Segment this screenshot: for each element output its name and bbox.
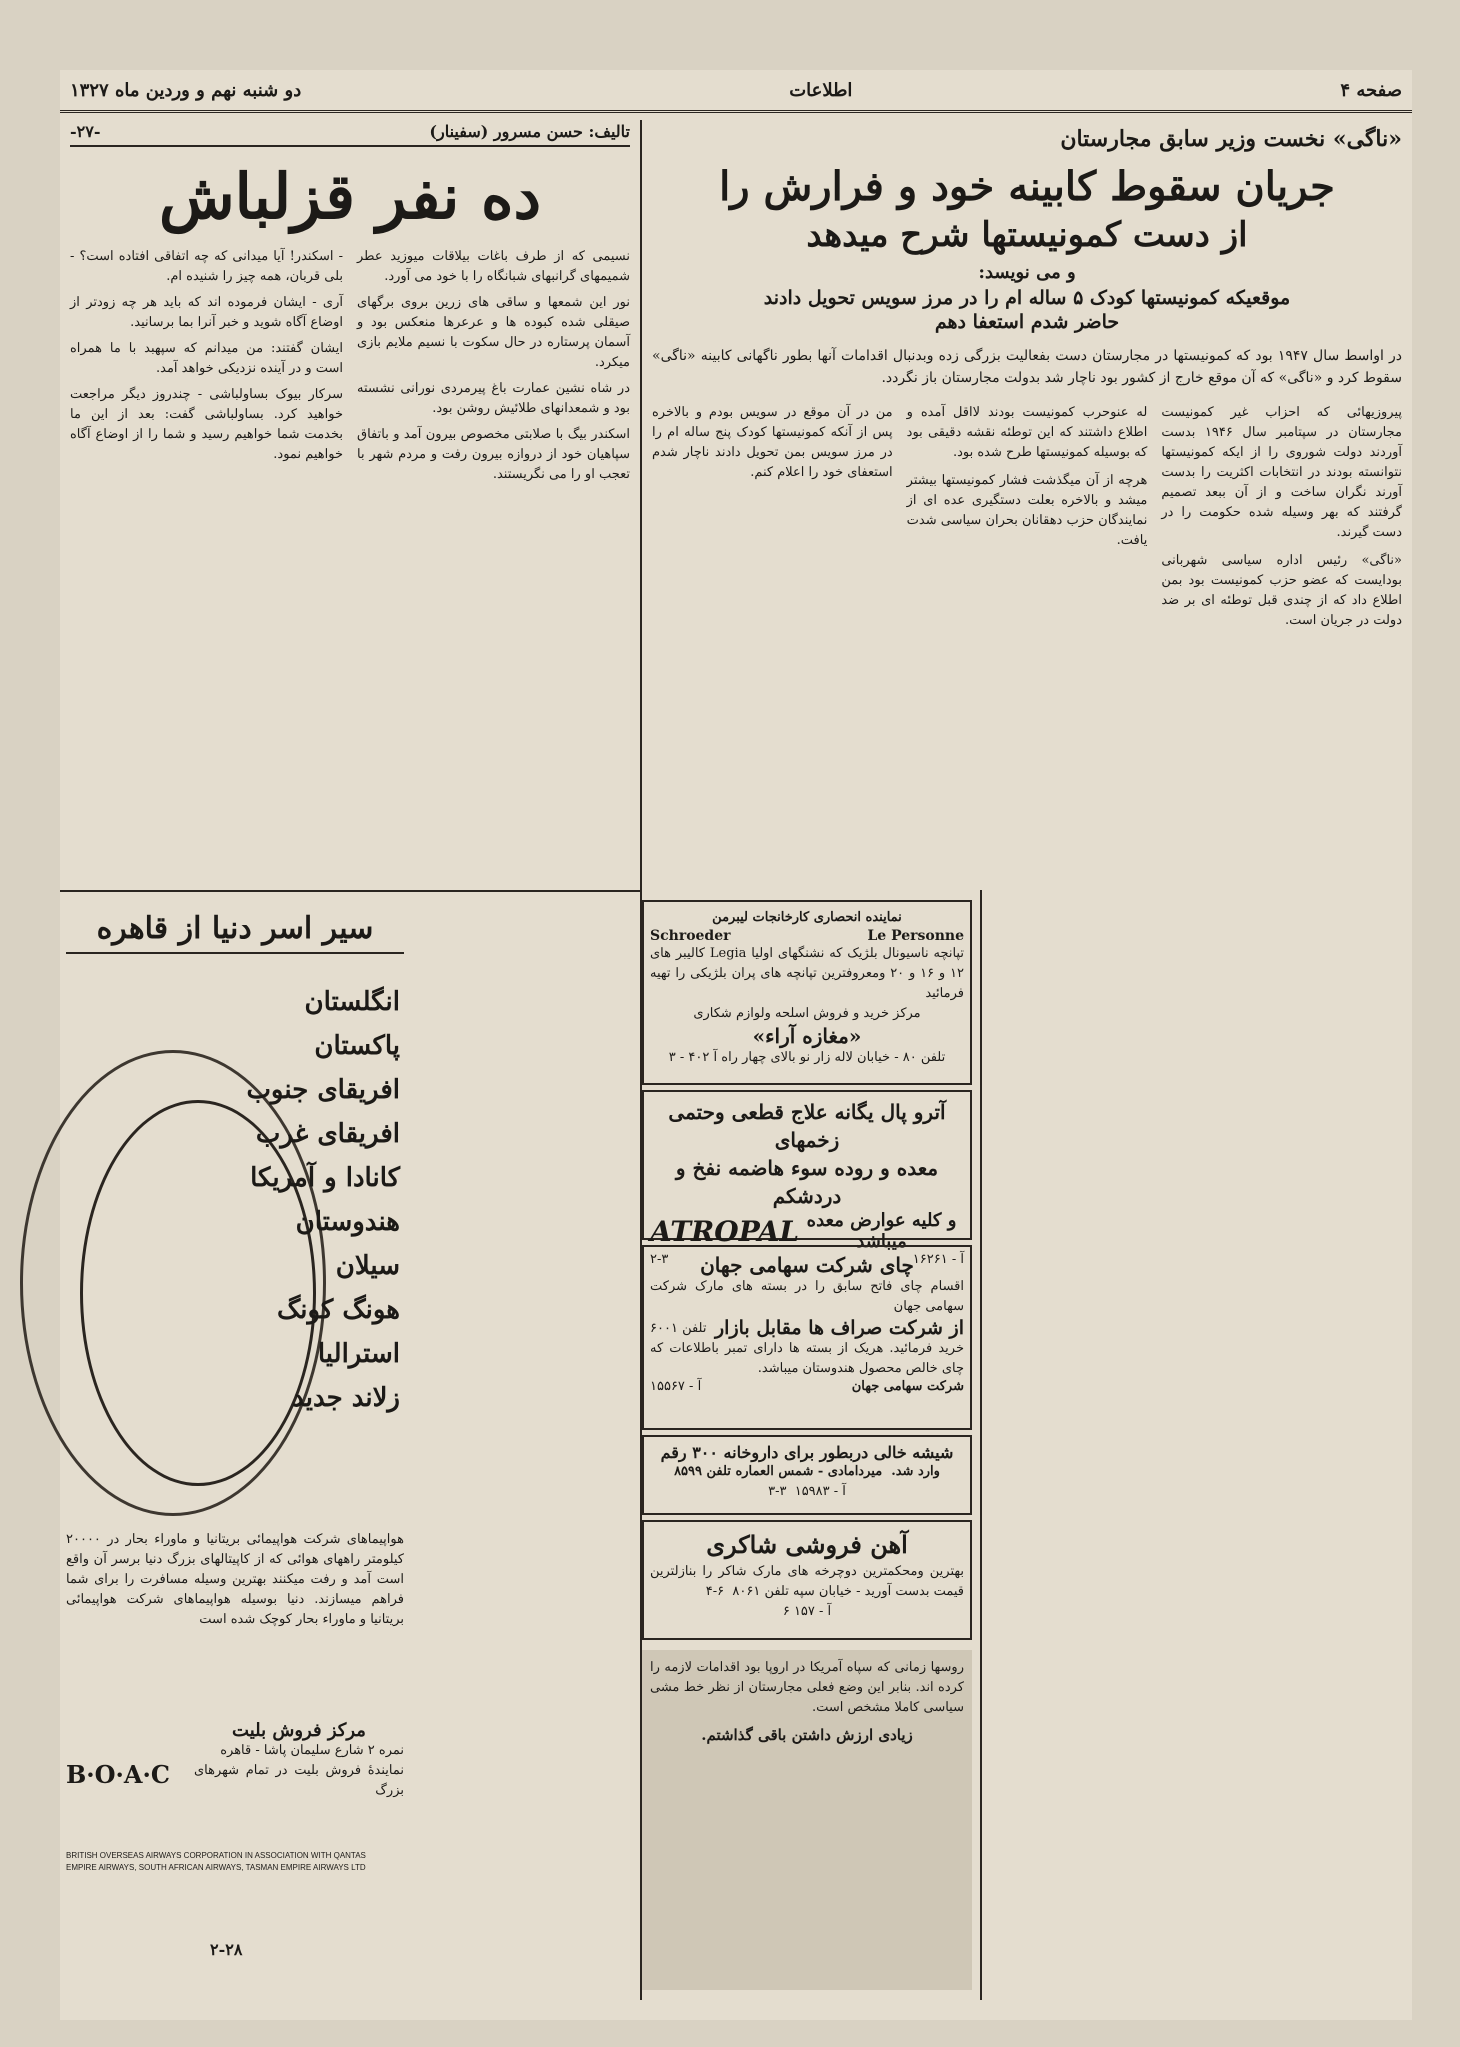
article-headline-2: از دست کمونیستها شرح میدهد xyxy=(806,215,1248,255)
page-header xyxy=(60,70,1412,113)
ad-title: شیشه خالی دربطور برای داروخانه ۳۰۰ رقم xyxy=(660,1443,954,1462)
article-intro: در اواسط سال ۱۹۴۷ بود که کمونیستها در مجارستان دست بفعالیت بزرگی زده وبدنبال اقدامات آنها بطور ناگهانی کابینه «ناگی» سقوط کرد و «ناگی» که آن موقع خارج از کشور بود ناچار شد بدولت مجارستان باز نگردد. xyxy=(647,348,1402,386)
paper-name: اطلاعات xyxy=(789,79,853,101)
fragment-paragraph: روسها زمانی که سپاه آمریکا در اروپا بود اقدامات لازمه را کرده اند. بنابر این وضع فعلی مجارستان از نظر خط مشی سیاسی کاملا مشخص است. xyxy=(645,1660,964,1715)
ad-highlight: از شرکت صراف ها مقابل بازار xyxy=(715,1317,964,1339)
page-number: صفحه ۴ xyxy=(1340,79,1402,101)
ad-code: آ - ۱۶۲۶۱ xyxy=(912,1252,964,1267)
ad-line: تپانچه ناسیونال بلژیک که نشنگهای اولیا Legia کالیبر های ۱۲ و ۱۶ و ۲۰ ومعروفترین تپانچه های پران بلژیکی را تهیه فرمائید xyxy=(645,946,964,1001)
ad-line: اقسام چای فاتح سابق را در بسته های مارک شرکت سهامی جهان xyxy=(645,1279,964,1314)
boac-office-title: مرکز فروش بلیت xyxy=(232,1720,366,1741)
ad-glass xyxy=(642,1435,972,1515)
ad-shop-name: «مغازه آراء» xyxy=(752,1024,862,1048)
article-paragraph: هرچه از آن میگذشت فشار کمونیستها بیشتر میشد و بالاخره بعلت دستگیری عده ای از نمایندگان حزب دهقانان بحران سیاسی شدت یافت. xyxy=(902,473,1148,548)
article-headline: جریان سقوط کابینه خود و فرارش را xyxy=(719,163,1335,210)
ad-title: آهن فروشی شاکری xyxy=(706,1530,908,1559)
destination-item: افریقای جنوب xyxy=(246,1075,400,1105)
ad-tea xyxy=(642,1245,972,1430)
ad-company: شرکت سهامی جهان xyxy=(851,1379,964,1394)
article-subhead-2: موقعیکه کمونیستها کودک ۵ ساله ام را در مرز سویس تحویل دادند xyxy=(763,287,1291,309)
story-paragraph: اسکندر بیگ با صلابتی مخصوص بیرون آمد و باتفاق سپاهیان خود از دروازه بیرون رفت و مردم شهر با تعجب او را می نگریستند. xyxy=(352,427,630,482)
ad-brand: Le Personne xyxy=(867,928,964,944)
story-author: تالیف: حسن مسرور (سفینار) xyxy=(429,122,630,141)
story-paragraph: نسیمی که از طرف باغات بیلاقات میوزید عطر شمیمهای گرانبهای شبانگاه را با خود می آورد. xyxy=(352,249,630,284)
boac-headline: سیر اسر دنیا از قاهره xyxy=(66,906,404,954)
boac-body: هواپیماهای شرکت هواپیمائی بریتانیا و ماوراء بحار در ۲۰۰۰۰ کیلومتر راههای هوائی که از کاپیتالهای بزرگ دنیا برسر آن واقع است آمد و رفت میکنند بهترین وسیله مسافرت را برای شما فراهم میسازند. دنیا بوسیله هواپیماهای شرکت هواپیمائی بریتانیا و ماوراء بحار کوچک شده است xyxy=(61,1532,404,1627)
ad-code: ۲-۳ xyxy=(650,1252,669,1267)
boac-footer: EMPIRE AIRWAYS, SOUTH AFRICAN AIRWAYS, TASMAN EMPIRE AIRWAYS LTD xyxy=(66,1863,366,1872)
article-paragraph: له عنوحرب کمونیست بودند لااقل آمده و اطلاع داشتند که این توطئه نقشه دقیقی بود که بوسیله کمونیستها طرح شده بود. xyxy=(902,405,1148,460)
ad-title: چای شرکت سهامی جهان xyxy=(700,1253,914,1277)
ad-line: وارد شد. میردامادی - شمس العماره تلفن ۸۵۹۹ xyxy=(674,1464,940,1479)
destination-item: کانادا و آمریکا xyxy=(250,1163,400,1193)
boac-office-address: نمره ۲ شارع سلیمان پاشا - قاهره xyxy=(220,1743,404,1758)
newspaper-page xyxy=(60,70,1412,2020)
ad-phone: تلفن ۶۰۰۱ xyxy=(650,1320,707,1336)
ad-boac xyxy=(60,900,410,1990)
ad-line: مرکز خرید و فروش اسلحه ولوازم شکاری xyxy=(693,1006,921,1021)
section-rule xyxy=(60,890,642,892)
article-paragraph: پیروزیهائی که احزاب غیر کمونیست مجارستان در سپتامبر سال ۱۹۴۶ بدست آوردند دولت شوروی را از ایکه کمونیستها نتوانسته بودند در انتخابات اکثریت را بدست آورند نگران ساخت و از آن ببعد تصمیم گرفتند که بهر وسیله شده حکومت را در دست گیرند. xyxy=(1157,405,1402,540)
ad-schroeder xyxy=(642,900,972,1085)
ad-line: خرید فرمائید. هریک از بسته ها دارای تمبر باطلاعات که چای خالص محصول هندوستان میباشد. xyxy=(645,1341,964,1376)
story-serial-number: -۲۷- xyxy=(70,122,101,141)
story-paragraph: نور این شمعها و ساقی های زرین بروی برگهای صیقلی شده کبوده ها و عرعرها منعکس بود و آسمان پرستاره در حال سکوت با نسیم ملایم بازی میکرد. xyxy=(352,295,630,370)
destination-item: پاکستان xyxy=(314,1031,400,1061)
ad-code: آ - ۱۵۵۶۷ xyxy=(650,1379,702,1394)
story-paragraph: سرکار بیوک بساولباشی - چندروز دیگر مراجعت خواهید کرد. بساولباشی گفت: بعد از این ما بخدمت شما خواهیم رسید و شما را از اوضاع آگاه خواهیم نمود. xyxy=(65,387,343,462)
ad-headline: معده و روده سوء هاضمه نفخ و دردشکم xyxy=(675,1156,939,1208)
boac-office-address-2: نمایندهٔ فروش بلیت در تمام شهرهای بزرگ xyxy=(189,1763,404,1798)
serial-story xyxy=(65,118,630,888)
article-subhead: و می نویسد: xyxy=(978,262,1076,283)
article-kicker: «ناگی» نخست وزیر سابق مجارستان xyxy=(1060,126,1402,152)
boac-footer: BRITISH OVERSEAS AIRWAYS CORPORATION IN ASSOCIATION WITH QANTAS xyxy=(66,1851,366,1860)
boac-destinations xyxy=(180,980,400,1420)
destination-item: هندوستان xyxy=(295,1207,400,1237)
article-paragraph: من در آن موقع در سویس بودم و بالاخره پس از آنکه کمونیستها کودک پنج ساله ام را در مرز سویس بمن تحویل دادند ناچار شدم استعفای خود را اعلام کنم. xyxy=(647,405,893,480)
story-title: ده نفر قزلباش xyxy=(158,160,542,233)
ad-address: تلفن ۸۰ - خیابان لاله زار نو بالای چهار راه آ ۴۰۲ - ۳ xyxy=(668,1050,946,1065)
ad-code: آ - ۱۵۹۸۳ ۳-۳ xyxy=(768,1484,846,1499)
destination-item: انگلستان xyxy=(304,987,400,1017)
story-paragraph: - اسکندر! آیا میدانی که چه اتفاقی افتاده است؟ - بلی قربان، همه چیز را شنیده ام. xyxy=(65,249,343,284)
story-paragraph: ایشان گفتند: من میدانم که سپهبد با ما همراه است و در آینده نزدیکی خواهد آمد. xyxy=(65,341,343,376)
destination-item: افریقای غرب xyxy=(255,1119,400,1149)
destination-item: سیلان xyxy=(335,1251,400,1281)
ad-line: بهترین ومحکمترین دوچرخه های مارک شاکر را بنازلترین قیمت بدست آورید - خیابان سپه تلفن ۸۰۶۱ ۶-۴ xyxy=(645,1564,964,1599)
bottom-fragment xyxy=(642,1650,972,1990)
ad-headline: و کلیه عوارض معده میباشد xyxy=(806,1210,957,1252)
ad-iron xyxy=(642,1520,972,1640)
issue-date: دو شنبه نهم و وردین ماه ۱۳۲۷ xyxy=(70,79,302,101)
ad-headline: آترو پال یگانه علاج قطعی وحتمی زخمهای xyxy=(668,1100,946,1152)
ad-line: نماینده انحصاری کارخانجات لیبرمن xyxy=(712,910,902,925)
boac-code: ۲-۲۸ xyxy=(210,1940,243,1959)
ad-brand: Schroeder xyxy=(650,928,731,944)
article-column xyxy=(1157,403,1402,1843)
ad-code: آ - ۱۵۷ ۶ xyxy=(782,1604,832,1619)
fragment-closing: زیادی ارزش داشتن باقی گذاشتم. xyxy=(701,1726,913,1744)
ad-brand: ATROPAL xyxy=(650,1214,800,1248)
article-subhead-3: حاضر شدم استعفا دهم xyxy=(934,311,1120,333)
destination-item: زلاند جدید xyxy=(292,1383,400,1413)
boac-logo: B·O·A·C xyxy=(66,1760,170,1789)
destination-item: هونگ کونگ xyxy=(276,1295,400,1325)
story-paragraph: آری - ایشان فرموده اند که باید هر چه زودتر از اوضاع آگاه شوید و خبر آنرا بما برسانید. xyxy=(65,295,343,330)
article-paragraph: «ناگی» رئیس اداره سیاسی شهربانی بودایست که عضو حزب کمونیست بود بمن اطلاع داد که از چندی قبل توطئه ای بر ضد دولت در جریان است. xyxy=(1157,553,1402,628)
destination-item: استرالیا xyxy=(317,1339,400,1369)
story-paragraph: در شاه نشین عمارت باغ پیرمردی نورانی نشسته بود و شمعدانهای طلائیش روشن بود. xyxy=(352,381,630,416)
